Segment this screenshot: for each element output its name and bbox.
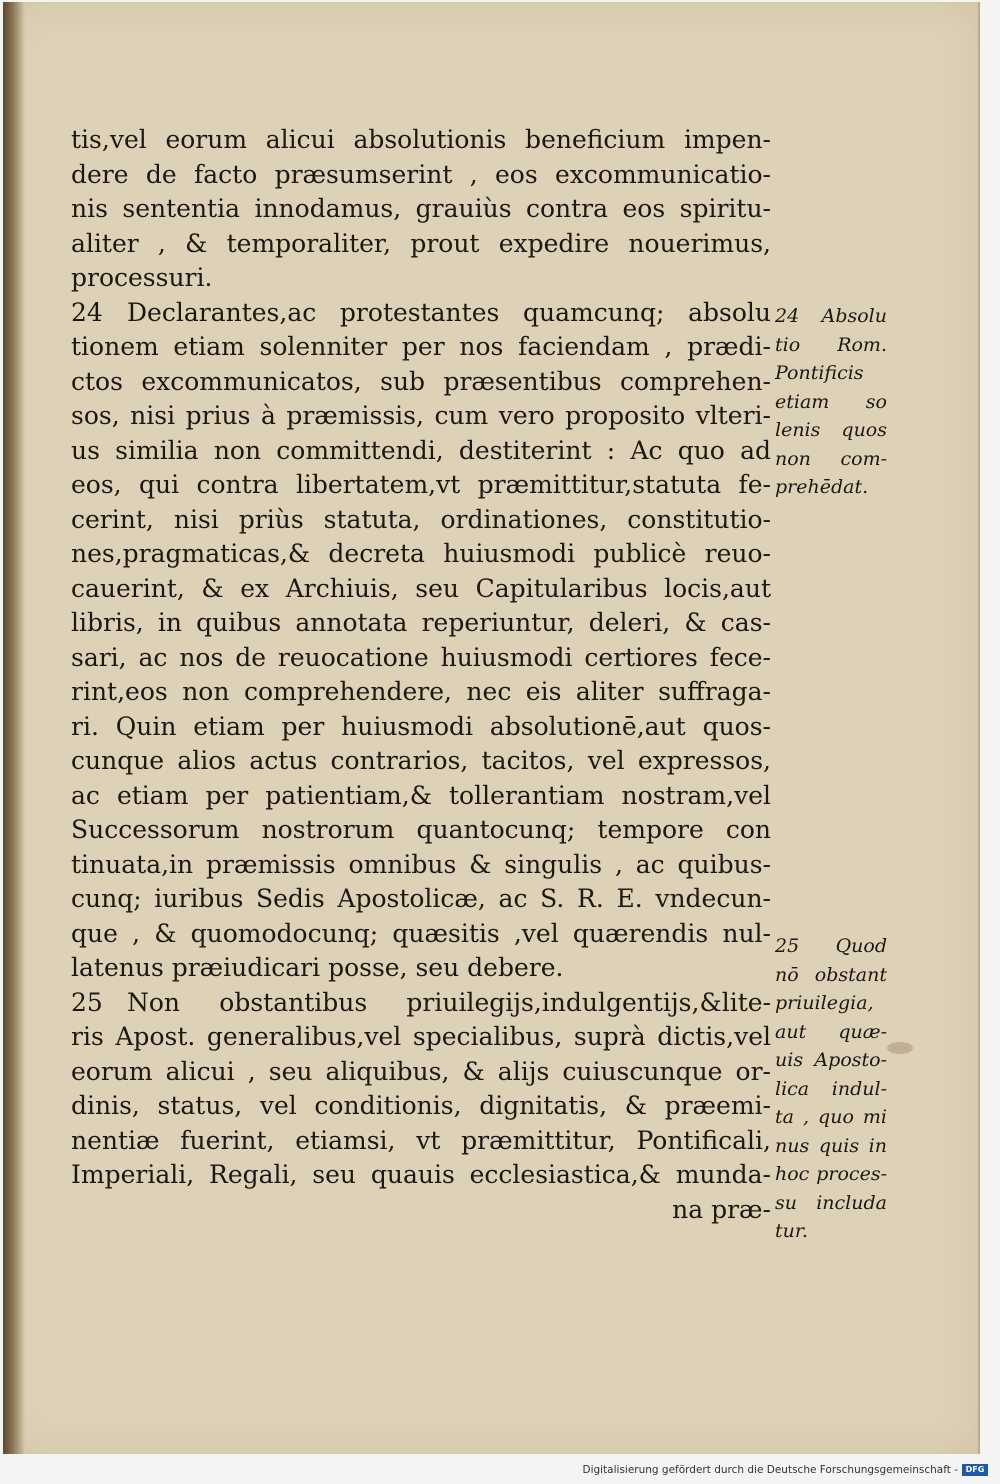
margin-note-24 <box>775 302 887 502</box>
binding-gutter <box>3 2 25 1454</box>
margin-note-line: nō obstant <box>775 963 887 986</box>
digitization-footer <box>582 1460 988 1480</box>
text-line: latenus præiudicari posse, seu debere. <box>71 953 564 982</box>
text-line: us similia non committendi, destiterint : Ac quo ad <box>71 435 771 465</box>
text-line-paragraph-24 <box>71 296 771 331</box>
text-line: ris Apost. generalibus,vel specialibus, suprà dictis,vel <box>71 1022 771 1051</box>
book-page <box>3 2 980 1454</box>
text-line: Imperiali, Regali, seu quauis ecclesiastica,& munda- <box>71 1160 771 1189</box>
text-line: tionem etiam solenniter per nos faciendam , prædi- <box>71 332 771 361</box>
text-line: eorum alicui , seu aliquibus, & alijs cuiuscunque or- <box>71 1056 771 1086</box>
margin-note-line: lenis quos <box>775 419 887 441</box>
text-line: Successorum nostrorum quantocunq; tempore con <box>71 815 771 844</box>
text-line: nis sententia innodamus, grauiùs contra eos spiritu- <box>71 194 771 223</box>
dfg-logo: DFG <box>962 1464 988 1476</box>
text-line: ctos excommunicatos, sub præsentibus comprehen- <box>71 366 771 396</box>
margin-note-line: Pontificis <box>775 362 864 384</box>
text-line: ri. Quin etiam per huiusmodi absolutionē,aut quos- <box>71 711 771 741</box>
margin-note-line: priuilegia, <box>775 992 874 1014</box>
text-line-content: Declarantes,ac protestantes quamcunq; absolu <box>127 297 771 327</box>
catchword-line: na præ- <box>672 1194 771 1224</box>
text-line: sari, ac nos de reuocatione huiusmodi certiores fece- <box>71 642 771 672</box>
text-line: nes,pragmaticas,& decreta huiusmodi publicè reuo- <box>71 539 771 568</box>
margin-note-line: tio Rom. <box>775 333 887 356</box>
margin-note-line: su includa <box>775 1191 887 1214</box>
text-line: cauerint, & ex Archiuis, seu Capitularibus locis,aut <box>71 573 771 603</box>
margin-note-line: etiam so <box>775 390 887 413</box>
text-line: tinuata,in præmissis omnibus & singulis , ac quibus- <box>71 849 771 879</box>
margin-note-line: 25 Quod <box>775 935 887 957</box>
text-line: eos, qui contra libertatem,vt præmittitur,statuta fe- <box>71 470 771 499</box>
text-line: aliter , & temporaliter, prout expedire nouerimus, <box>71 228 771 258</box>
margin-note-line: aut quæ- <box>775 1020 887 1043</box>
text-line: cunq; iuribus Sedis Apostolicæ, ac S. R. E. vndecun- <box>71 884 771 913</box>
text-line: cerint, nisi priùs statuta, ordinationes, constitutio- <box>71 504 771 534</box>
margin-note-line: lica indul- <box>775 1077 887 1100</box>
text-line: dinis, status, vel conditionis, dignitatis, & præemi- <box>71 1091 771 1120</box>
text-line-paragraph-25 <box>71 986 771 1021</box>
margin-note-line: tur. <box>775 1220 808 1242</box>
text-line: cunque alios actus contrarios, tacitos, vel expressos, <box>71 746 771 775</box>
text-line: que , & quomodocunq; quæsitis ,vel quærendis nul- <box>71 918 771 948</box>
margin-note-line: non com- <box>775 447 887 470</box>
margin-note-line: ta , quo mi <box>775 1106 887 1128</box>
margin-note-line: hoc proces- <box>775 1163 887 1185</box>
text-line: rint,eos non comprehendere, nec eis aliter suffraga- <box>71 677 771 706</box>
text-line-content: Non obstantibus priuilegijs,indulgentijs,&lite- <box>127 987 771 1017</box>
text-line: processuri. <box>71 263 213 292</box>
text-line: sos, nisi prius à præmissis, cum vero proposito vlteri- <box>71 401 771 430</box>
text-line: tis,vel eorum alicui absolutionis beneficium impen- <box>71 125 771 154</box>
margin-note-line: prehēdat. <box>775 476 869 498</box>
margin-note-25 <box>775 932 887 1246</box>
text-line: ac etiam per patientiam,& tollerantiam nostram,vel <box>71 780 771 810</box>
margin-note-line: uis Aposto- <box>775 1049 887 1071</box>
footer-text: Digitalisierung gefördert durch die Deutsche Forschungsgemeinschaft - <box>582 1464 958 1476</box>
main-text <box>71 123 771 1227</box>
text-line: nentiæ fuerint, etiamsi, vt præmittitur, Pontificali, <box>71 1125 771 1155</box>
paragraph-number-25: 25 <box>71 987 103 1017</box>
text-line: dere de facto præsumserint , eos excommunicatio- <box>71 159 771 189</box>
paragraph-number-24: 24 <box>71 297 103 327</box>
margin-note-line: nus quis in <box>775 1134 887 1157</box>
paper-stain <box>887 1042 913 1054</box>
margin-note-line: 24 Absolu <box>775 305 887 327</box>
text-line: libris, in quibus annotata reperiuntur, deleri, & cas- <box>71 608 771 637</box>
